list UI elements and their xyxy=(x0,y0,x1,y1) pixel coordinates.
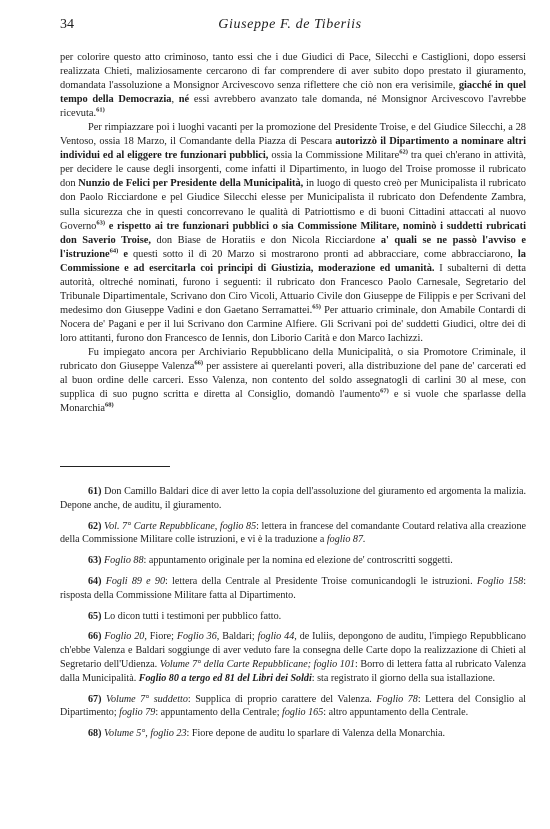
text-run: Foglio 80 a tergo ed 81 del Libri dei Soldi xyxy=(138,672,312,684)
text-run: don Biase de Horatiis e don Nicola Ricciardone xyxy=(151,234,381,246)
text-run: : appuntamento originale per la nomina ed elezione de' controscritti soggetti. xyxy=(143,555,453,567)
text-run: : Borro di lettera fatta al rubricato Valenza dalla Municipalità. xyxy=(60,658,526,684)
text-run: Foglio 36 xyxy=(176,631,217,643)
footnote-ref: 62) xyxy=(399,148,408,156)
text-run: Per attuario criminale, don Amabile Contardi di Nocera de' Pagani e per il lui Scrivano don Carmine Alfiere. Gli Scrivani poi de' suddetti Giudici, oltre dei di loro attitanti, furono don Francesco de Iennis, don Liborio Carità e don Marco Iachizzi. xyxy=(60,304,527,344)
footnote xyxy=(60,485,526,513)
text-run: autorizzò il Dipartimento a nominare altri individui ed al eliggere tre funzionari pubblici, xyxy=(60,136,526,162)
text-run: in luogo di questo creò per Municipalista il rubricato don Paolo Ricciardone e pel Giudice Silecchi elesse per Municipalista il rubricato don Defendente Zambra, sulla sicurezza che in questi concorrevano le qualità di Patriottismo e di buoni Cittadini attaccati al nuovo Governo xyxy=(60,178,527,232)
text-run: 65) xyxy=(88,610,104,622)
text-run: 61) xyxy=(88,486,105,497)
text-run: ossia la Commissione Militare xyxy=(268,150,400,162)
text-run: I subalterni di detta autorità, oltreché nominati, furono i seguenti: il rubricato don Francesco Paolo Carnesale, Segretario del Tribunale Dipartimentale, Scrivano don Ciro Vicoli, Attuario Civile don Giuseppe de Filippis e per Scrivani del medesimo don Giuseppe Vadini e don Gaetano Serramattei. xyxy=(60,262,526,316)
text-run: 67) xyxy=(88,693,106,705)
text-run: foglio 44 xyxy=(257,631,295,643)
paragraph xyxy=(60,121,526,346)
text-run: 66) xyxy=(88,631,105,643)
text-run: 68) xyxy=(88,728,104,740)
text-run: : risposta della Commissione Militare fatta al Dipartimento. xyxy=(60,575,527,601)
text-run: : lettera della Centrale al Presidente Troise comunicandogli le istruzioni. xyxy=(165,575,477,587)
footnote xyxy=(60,727,526,741)
text-run: a' quali se ne passò l'avviso e l'istruzione xyxy=(60,234,526,260)
footnote xyxy=(60,630,526,685)
text-run: , Fiore; xyxy=(144,631,177,643)
main-text xyxy=(60,51,526,416)
footnote-ref: 66) xyxy=(194,359,204,367)
text-run: Lo dicon tutti i testimoni per pubblico fatto. xyxy=(103,610,282,622)
text-run: 63) xyxy=(88,555,104,567)
text-run: Vol. 7° Carte Repubblicane, foglio 85 xyxy=(104,520,257,532)
text-run: Per rimpiazzare poi i luoghi vacanti per la promozione del Presidente Troise, e del Giudice Silecchi, a 28 Ventoso, ossia 18 Marzo, il Comandante della Piazza di Pescara xyxy=(60,122,526,148)
text-run: : sta registrato il giorno della sua istallazione. xyxy=(311,672,496,684)
text-run: , de Iuliis, depongono de auditu, l'impiego Repubblicano ch'ebbe Valenza e Baldari soggiunge di aver veduto fare la consegna delle Carte dopo la realizzazione di Chieti al Segretario dell'Udienza. xyxy=(60,631,526,670)
text-run: giacché in quel tempo della Democrazia xyxy=(60,80,527,106)
text-run: questi sotto il dì 20 Marzo si mostrarono pronti ad abbracciare, come abbracciarono, xyxy=(127,248,518,260)
text-run: né xyxy=(178,94,190,106)
text-run: Volume 5°, foglio 23 xyxy=(103,728,187,740)
text-run: : Supplica di proprio carattere del Valenza. xyxy=(187,693,377,705)
text-run: 62) xyxy=(88,520,105,532)
text-run: e xyxy=(123,248,128,260)
text-run: essi avrebbero avanzato tale domanda, né Monsignor Arcivescovo l'avrebbe ricevuta. xyxy=(60,94,526,120)
text-run: foglio 79 xyxy=(119,707,156,719)
text-run: per assistere ai querelanti poveri, alla distribuzione del pane de' carcerati ed al buon ordine delle carceri. Esso Valenza, non contento del soldo assegnatogli di carlini 30 al mese, con supplica di suo pugno scritta e diretta al Consiglio, domandò l'aumento xyxy=(60,361,526,401)
text-run: foglio 165 xyxy=(282,707,324,719)
footnote-ref: 68) xyxy=(105,401,114,409)
footnote xyxy=(60,554,526,568)
footnote xyxy=(60,575,526,603)
footnote xyxy=(60,520,526,548)
text-run: Don Camillo Baldari dice di aver letto la copia dell'assoluzione del giuramento ed argomenta la malizia. Depone anche, de auditu, il giuramento. xyxy=(60,486,527,511)
paragraph xyxy=(60,51,526,121)
footnote-ref: 67) xyxy=(380,387,389,395)
text-run: Fu impiegato ancora per Archiviario Repubblicano della Municipalità, o sia Promotore Criminale, il rubricato don Giuseppe Valenza xyxy=(60,346,526,373)
text-run: Foglio 88 xyxy=(103,555,144,567)
text-run: foglio 87. xyxy=(326,534,366,546)
text-run: Foglio 158 xyxy=(476,575,524,587)
text-run: 64) xyxy=(88,575,106,587)
footnotes xyxy=(60,485,526,748)
text-run: Volume 7° della Carte Repubblicane; foglio 101 xyxy=(159,658,355,670)
text-run: Foglio 78 xyxy=(376,693,418,705)
footnote-ref: 61) xyxy=(96,106,105,114)
text-run: : Lettera del Consiglio al Dipartimento; xyxy=(60,693,526,719)
text-run: Foglio 20 xyxy=(104,631,145,643)
text-run: Volume 7° suddetto xyxy=(105,693,188,705)
footnote xyxy=(60,610,526,624)
text-run: Fogli 89 e 90 xyxy=(105,575,166,587)
text-run: e rispetto ai tre funzionari pubblici o sia Commissione Militare, nominò i suddetti rubricati don Saverio Troise, xyxy=(60,220,526,246)
footnote-ref: 63) xyxy=(96,219,106,227)
text-run: Nunzio de Felici per Presidente della Municipalità, xyxy=(78,178,304,190)
running-title: Giuseppe F. de Tiberiis xyxy=(218,17,362,32)
text-run: , xyxy=(171,94,179,106)
page-header xyxy=(60,17,520,37)
text-run: : Fiore depone de auditu lo sparlare di Valenza della Monarchia. xyxy=(186,728,446,740)
page-number: 34 xyxy=(60,17,74,32)
text-run: per colorire questo atto criminoso, tanto essi che i due Giudici di Pace, Silecchi e Castiglioni, dopo essersi realizzata Chieti, maliziosamente cercarono di far comprendere di aver subito dopo prestato il giuramento, domandata l'assoluzione a Monsignor Arcivescovo senza riflettere che ciò non era verisimile, xyxy=(60,52,526,92)
text-run: : appuntamento della Centrale; xyxy=(155,707,283,719)
footnote xyxy=(60,693,526,721)
paragraph xyxy=(60,346,526,416)
footnote-ref: 65) xyxy=(312,303,321,311)
footnote-separator xyxy=(60,466,170,467)
footnote-ref: 64) xyxy=(109,247,119,255)
text-run: : lettera in francese del comandante Coutard relativa alla creazione della Commissione Militare colle istruzioni, e vi è la traduzione a xyxy=(60,520,526,546)
text-run: : altro appuntamento della Centrale. xyxy=(323,707,469,719)
text-run: tra quei ch'erano in attività, per decidere le cause degli insorgenti, come infatti il Dipartimento, in luogo del Troise promosse il rubricato don xyxy=(60,150,527,190)
text-run: , Baldari; xyxy=(216,631,258,643)
text-run: e si vuole che sparlasse della Monarchia xyxy=(60,389,526,415)
text-run: la Commissione e ad esercitarla coi principi di Giustizia, moderazione ed umanità. xyxy=(60,248,526,274)
